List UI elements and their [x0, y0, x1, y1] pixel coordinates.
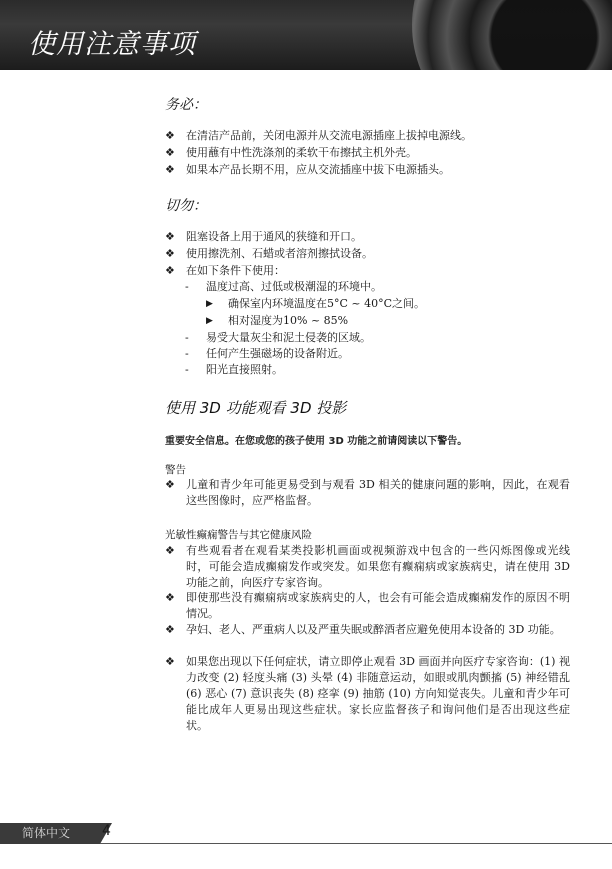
footer-language-tab: 简体中文 [0, 823, 100, 844]
diamond-bullet-icon: ❖ [165, 163, 175, 176]
condition-item: - 任何产生强磁场的设备附近。 [185, 347, 349, 360]
diamond-bullet-icon: ❖ [165, 544, 175, 557]
epilepsy-label: 光敏性癫痫警告与其它健康风险 [165, 529, 312, 541]
diamond-bullet-icon: ❖ [165, 264, 175, 277]
diamond-bullet-icon: ❖ [165, 247, 175, 260]
condition-item: - 阳光直接照射。 [185, 363, 283, 376]
dash-bullet: - [185, 280, 189, 293]
arrow-right-icon: ▶ [206, 316, 213, 326]
must-heading: 务必： [165, 97, 207, 113]
mustnot-item: ❖ 使用擦洗剂、石蜡或者溶剂擦拭设备。 [165, 247, 373, 260]
condition-subitem: ▶ 确保室内环境温度在5°C ~ 40°C之间。 [206, 297, 426, 310]
mustnot-item: ❖ 阻塞设备上用于通风的狭缝和开口。 [165, 230, 362, 243]
page-header [0, 0, 612, 70]
arrow-right-icon: ▶ [206, 299, 213, 309]
footer-divider [100, 843, 612, 844]
epilepsy-item: ❖ 即使那些没有癫痫病或家族病史的人，也会有可能会造成癫痫发作的原因不明情况。 [165, 591, 570, 620]
safety-notice: 重要安全信息。在您或您的孩子使用 3D 功能之前请阅读以下警告。 [165, 436, 468, 447]
diamond-bullet-icon: ❖ [165, 623, 175, 636]
lens-graphic [412, 0, 612, 70]
condition-item: - 易受大量灰尘和泥土侵袭的区域。 [185, 331, 371, 344]
mustnot-item: ❖ 在如下条件下使用： [165, 264, 285, 277]
page-title: 使用注意事项 [28, 29, 196, 60]
diamond-bullet-icon: ❖ [165, 146, 175, 159]
3d-heading: 使用 3D 功能观看 3D 投影 [165, 399, 347, 417]
epilepsy-item: ❖ 孕妇、老人、严重病人以及严重失眠或醉酒者应避免使用本设备的 3D 功能。 [165, 623, 561, 636]
dash-bullet: - [185, 363, 189, 376]
condition-subitem: ▶ 相对湿度为10% ~ 85% [206, 314, 349, 327]
diamond-bullet-icon: ❖ [165, 591, 175, 604]
warning-label: 警告 [165, 464, 186, 476]
dash-bullet: - [185, 331, 189, 344]
warning-item: ❖ 儿童和青少年可能更易受到与观看 3D 相关的健康问题的影响，因此，在观看这些图像时，应严格监督。 [165, 478, 570, 507]
epilepsy-item: ❖ 如果您出现以下任何症状，请立即停止观看 3D 画面并向医疗专家咨询：(1) 视力改变 (2) 轻度头痛 (3) 头晕 (4) 非随意运动，如眼或肌肉颤搐 (5) 神经错乱 (6) 恶心 (7) 意识丧失 (8) 痉挛 (9) 抽筋 (10) 方向知觉丧失。儿童和青少年可能比成年人更易出现这些症状。家长应监督孩子和询问他们是否出现这些症状。 [165, 655, 570, 732]
diamond-bullet-icon: ❖ [165, 129, 175, 142]
page-number: 4 [102, 823, 111, 839]
must-item: ❖ 在清洁产品前，关闭电源并从交流电源插座上拔掉电源线。 [165, 129, 472, 142]
diamond-bullet-icon: ❖ [165, 230, 175, 243]
diamond-bullet-icon: ❖ [165, 655, 175, 668]
must-item: ❖ 如果本产品长期不用，应从交流插座中拔下电源插头。 [165, 163, 450, 176]
must-item: ❖ 使用蘸有中性洗涤剂的柔软干布擦拭主机外壳。 [165, 146, 417, 159]
epilepsy-item: ❖ 有些观看者在观看某类投影机画面或视频游戏中包含的一些闪烁图像或光线时，可能会造成癫痫发作或突发。如果您有癫痫病或家族病史，请在使用 3D 功能之前，向医疗专家咨询。 [165, 544, 570, 589]
mustnot-heading: 切勿： [165, 198, 207, 214]
condition-item: - 温度过高、过低或极潮湿的环境中。 [185, 280, 382, 293]
diamond-bullet-icon: ❖ [165, 478, 175, 491]
dash-bullet: - [185, 347, 189, 360]
